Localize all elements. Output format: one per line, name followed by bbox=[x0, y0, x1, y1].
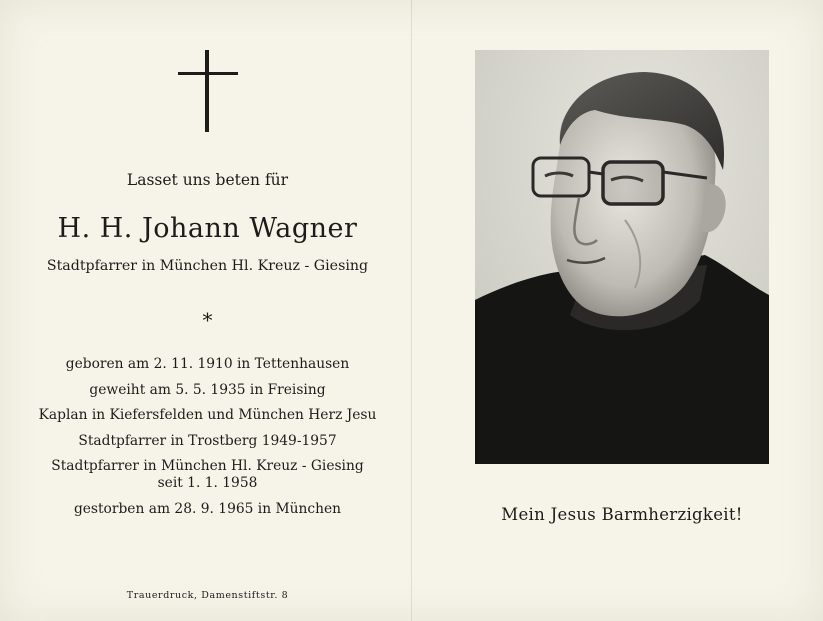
bio-birth: geboren am 2. 11. 1910 in Tettenhausen bbox=[65, 356, 350, 372]
bio-giesing bbox=[30, 458, 385, 492]
printer-imprint: Trauerdruck, Damenstiftstr. 8 bbox=[126, 590, 289, 601]
bio-giesing-line2: seit 1. 1. 1958 bbox=[157, 475, 258, 492]
intro-text: Lasset uns beten für bbox=[126, 171, 289, 189]
star-divider: * bbox=[202, 308, 213, 332]
portrait-illustration bbox=[475, 50, 769, 464]
deceased-name: H. H. Johann Wagner bbox=[57, 213, 358, 244]
bio-chaplain: Kaplan in Kiefersfelden und München Herz Jesu bbox=[38, 407, 377, 424]
cross-horizontal-bar bbox=[178, 72, 238, 75]
bio-trostberg: Stadtpfarrer in Trostberg 1949-1957 bbox=[78, 432, 337, 449]
bio-ordination: geweiht am 5. 5. 1935 in Freising bbox=[89, 381, 326, 398]
biography-list bbox=[30, 356, 385, 527]
portrait-photo bbox=[475, 50, 769, 464]
latin-cross-icon bbox=[178, 50, 238, 132]
motto-caption: Mein Jesus Barmherzigkeit! bbox=[501, 505, 743, 524]
bio-giesing-line1: Stadtpfarrer in München Hl. Kreuz - Giesing bbox=[51, 458, 364, 475]
bio-death: gestorben am 28. 9. 1965 in München bbox=[73, 500, 342, 517]
fold-line bbox=[411, 0, 412, 621]
cross-vertical-bar bbox=[205, 50, 209, 132]
role-subtitle: Stadtpfarrer in München Hl. Kreuz - Giesing bbox=[46, 258, 369, 274]
